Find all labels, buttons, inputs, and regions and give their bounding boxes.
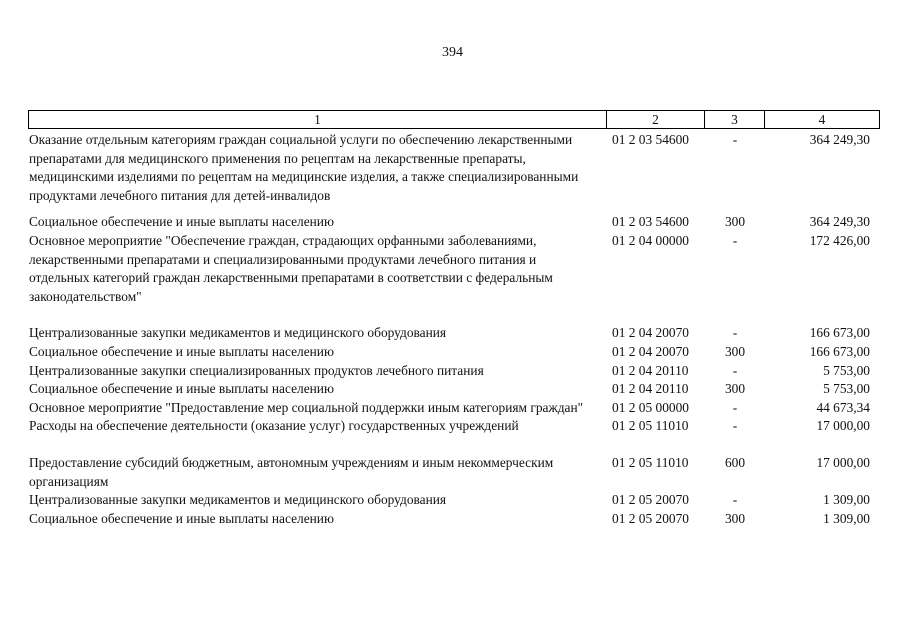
row-code: 01 2 05 20070 xyxy=(612,510,689,526)
table-row xyxy=(28,362,880,381)
row-amount: 17 000,00 xyxy=(816,454,870,470)
row-code: 01 2 04 20110 xyxy=(612,381,689,397)
row-type: - xyxy=(732,399,738,415)
row-code: 01 2 05 20070 xyxy=(612,492,689,508)
row-code: 01 2 04 00000 xyxy=(612,232,689,248)
row-name: Централизованные закупки медикаментов и медицинского оборудования xyxy=(29,492,447,508)
table-row xyxy=(28,324,880,343)
row-type: - xyxy=(732,418,738,434)
row-name: Основное мероприятие "Обеспечение граждан, страдающих орфанными заболеваниями, лекарственными препаратами и специализированными продуктами лечебного питания и отдельных категорий граждан лекарственными препаратами в соответствии с федеральным законодательством" xyxy=(29,232,553,304)
row-amount: 17 000,00 xyxy=(816,418,870,434)
row-code: 01 2 03 54600 xyxy=(612,132,689,147)
row-name: Централизованные закупки специализированных продуктов лечебного питания xyxy=(29,362,484,378)
row-amount: 5 753,00 xyxy=(823,381,870,397)
table-row xyxy=(28,454,880,491)
row-type: 300 xyxy=(724,510,746,526)
row-amount: 172 426,00 xyxy=(809,232,870,248)
row-name: Предоставление субсидий бюджетным, автономным учреждениям и иным некоммерческим организациям xyxy=(29,454,554,489)
table-row xyxy=(28,213,880,232)
table-header xyxy=(28,110,880,129)
row-type: - xyxy=(732,362,738,378)
budget-table xyxy=(28,110,880,528)
row-type: - xyxy=(732,232,738,248)
row-code: 01 2 05 11010 xyxy=(612,418,689,434)
row-name: Централизованные закупки медикаментов и медицинского оборудования xyxy=(29,325,447,341)
row-amount: 364 249,30 xyxy=(809,214,870,230)
header-col-4: 4 xyxy=(764,110,880,129)
table-row xyxy=(28,380,880,399)
row-code: 01 2 03 54600 xyxy=(612,214,689,230)
row-code: 01 2 04 20110 xyxy=(612,362,689,378)
table-row xyxy=(28,399,880,418)
row-name: Социальное обеспечение и иные выплаты населению xyxy=(29,343,334,359)
row-type: - xyxy=(732,492,738,508)
row-amount: 364 249,30 xyxy=(809,132,870,147)
row-code: 01 2 04 20070 xyxy=(612,343,689,359)
row-type: - xyxy=(732,325,738,341)
row-name: Социальное обеспечение и иные выплаты населению xyxy=(29,381,334,397)
row-type: 600 xyxy=(724,454,746,470)
row-name: Основное мероприятие "Предоставление мер социальной поддержки иным категориям граждан" xyxy=(29,399,584,415)
row-name: Социальное обеспечение и иные выплаты населению xyxy=(29,214,334,230)
table-row xyxy=(28,343,880,362)
page-number: 394 xyxy=(442,45,463,60)
row-amount: 166 673,00 xyxy=(809,325,870,341)
row-name: Расходы на обеспечение деятельности (оказание услуг) государственных учреждений xyxy=(29,418,519,434)
header-col-3: 3 xyxy=(704,110,764,129)
row-amount: 44 673,34 xyxy=(816,399,870,415)
row-code: 01 2 05 11010 xyxy=(612,454,689,470)
row-type: 300 xyxy=(724,214,746,230)
row-code: 01 2 04 20070 xyxy=(612,325,689,341)
row-amount: 5 753,00 xyxy=(823,362,870,378)
row-amount: 166 673,00 xyxy=(809,343,870,359)
row-type: 300 xyxy=(724,343,746,359)
table-body xyxy=(28,131,880,528)
table-row xyxy=(28,417,880,436)
table-row xyxy=(28,232,880,306)
table-row xyxy=(28,131,880,205)
row-amount: 1 309,00 xyxy=(823,492,870,508)
row-name: Оказание отдельным категориям граждан социальной услуги по обеспечению лекарственными препаратами для медицинского применения по рецептам на лекарственные препараты, медицинскими изделиями по рецептам на медицинские изделия, а также специализированными продуктами лечебного питания для детей-инвалидов xyxy=(29,132,579,203)
row-amount: 1 309,00 xyxy=(823,510,870,526)
header-col-2: 2 xyxy=(606,110,704,129)
table-row xyxy=(28,510,880,529)
row-code: 01 2 05 00000 xyxy=(612,399,689,415)
row-name: Социальное обеспечение и иные выплаты населению xyxy=(29,510,334,526)
header-col-1: 1 xyxy=(28,110,606,129)
row-type: 300 xyxy=(724,381,746,397)
table-row xyxy=(28,491,880,510)
row-type: - xyxy=(732,132,738,147)
